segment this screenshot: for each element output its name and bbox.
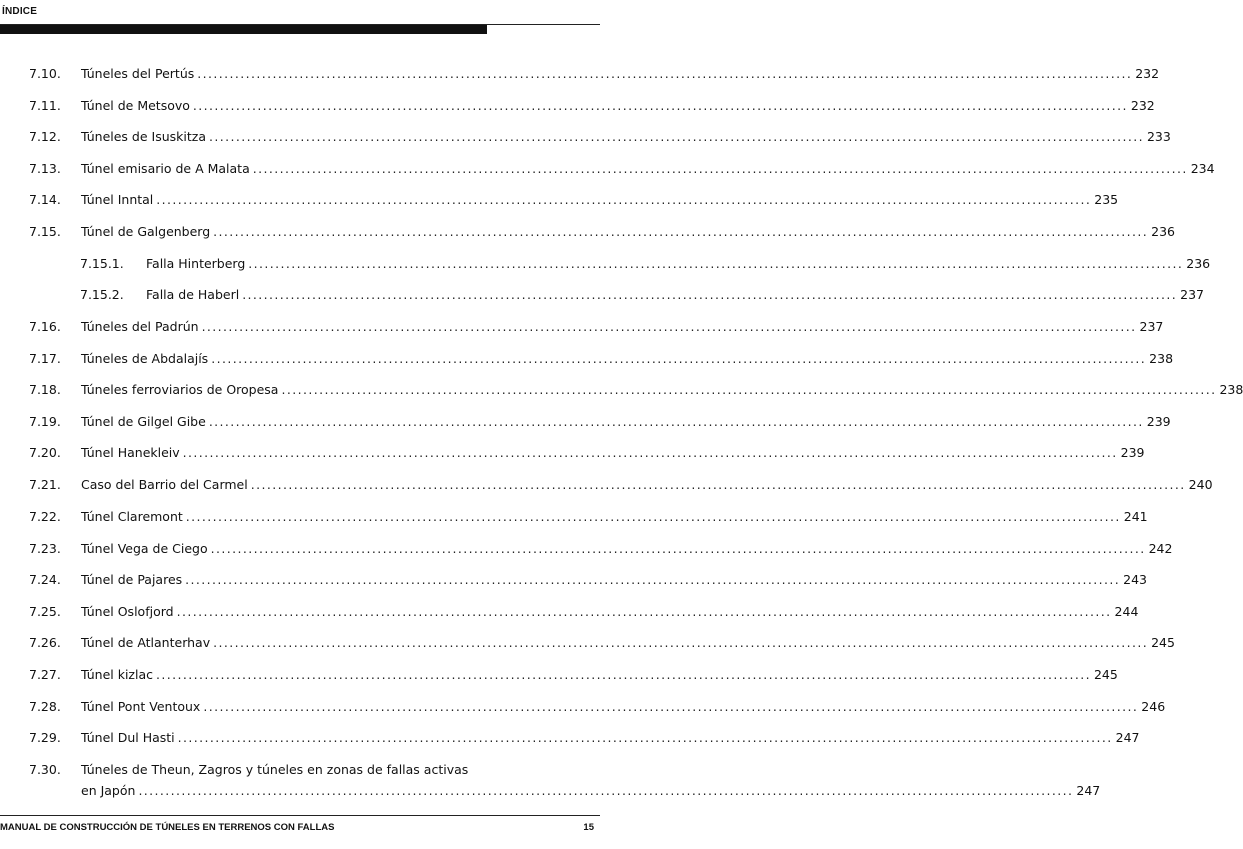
toc-entry-number: 7.15.1. <box>80 256 124 271</box>
toc-entry-title: Falla Hinterberg <box>146 256 246 271</box>
toc-entry <box>0 665 1118 685</box>
toc-entry <box>0 412 1171 432</box>
toc-entry-page: 247 <box>1076 783 1101 798</box>
toc-entry-page: 245 <box>1093 667 1118 682</box>
toc-entry-title: Túnel Claremont <box>81 509 183 524</box>
toc-entry-title: Túnel de Galgenberg <box>81 224 211 239</box>
toc-entry <box>0 159 1215 179</box>
dot-leader: .............................................................................................................................................................................. <box>213 224 1149 239</box>
toc-entry-title: Túneles de Isuskitza <box>81 129 206 144</box>
toc-entry <box>0 349 1174 369</box>
toc-entry-title: Túnel Dul Hasti <box>81 730 175 745</box>
toc-entry-page: 244 <box>1114 604 1139 619</box>
toc-entry-title-line1: Túneles de Theun, Zagros y túneles en zonas de fallas activas <box>81 762 469 777</box>
toc-subentry <box>0 285 1205 305</box>
toc-entry-title: Túnel Oslofjord <box>81 604 174 619</box>
toc-entry <box>0 697 1166 717</box>
dot-leader: .............................................................................................................................................................................. <box>192 98 1128 113</box>
toc-entry-page: 240 <box>1188 477 1213 492</box>
toc-entry-page: 236 <box>1151 224 1175 239</box>
toc-entry-number: 7.15.2. <box>80 287 124 302</box>
toc-entry-page: 232 <box>1135 66 1160 81</box>
toc-entry-number: 7.23. <box>29 541 61 556</box>
toc-entry-title: Falla de Haberl <box>146 287 240 302</box>
toc-entry-title: Túnel de Atlanterhav <box>81 635 211 650</box>
toc-entry-page: 238 <box>1219 382 1243 397</box>
toc-entry-page: 239 <box>1146 414 1171 429</box>
toc-entry-number: 7.16. <box>29 319 61 334</box>
toc-entry-page: 234 <box>1190 161 1215 176</box>
dot-leader: .............................................................................................................................................................................. <box>252 161 1188 176</box>
toc-entry-page: 245 <box>1151 635 1175 650</box>
dot-leader: .............................................................................................................................................................................. <box>203 699 1139 714</box>
toc-entry-title: Túnel Pont Ventoux <box>81 699 201 714</box>
toc-entry-page: 239 <box>1120 445 1145 460</box>
toc-entry <box>0 633 1175 653</box>
toc-entry <box>0 507 1148 527</box>
toc-entry-page: 237 <box>1139 319 1164 334</box>
dot-leader: .............................................................................................................................................................................. <box>177 730 1113 745</box>
dot-leader: .............................................................................................................................................................................. <box>281 382 1217 397</box>
toc-entry <box>0 602 1139 622</box>
dot-leader: .............................................................................................................................................................................. <box>213 635 1149 650</box>
toc-entry-number: 7.11. <box>29 98 61 113</box>
toc-entry-title: Túnel emisario de A Malata <box>81 161 250 176</box>
toc-entry-title: Túnel kizlac <box>81 667 153 682</box>
toc-entry-title: Túnel Vega de Ciego <box>81 541 208 556</box>
toc-entry-title: Túneles ferroviarios de Oropesa <box>81 382 279 397</box>
dot-leader: .............................................................................................................................................................................. <box>176 604 1112 619</box>
toc-entry-number: 7.18. <box>29 382 61 397</box>
toc-entry-page: 233 <box>1146 129 1171 144</box>
footer-title: MANUAL DE CONSTRUCCIÓN DE TÚNELES EN TERRENOS CON FALLAS <box>0 822 335 833</box>
toc-entry-title: Túneles del Pertús <box>81 66 195 81</box>
dot-leader: .............................................................................................................................................................................. <box>138 783 1074 798</box>
toc-entry-number: 7.24. <box>29 572 61 587</box>
toc-entry-number: 7.27. <box>29 667 61 682</box>
toc-entry-page: 242 <box>1148 541 1173 556</box>
footer-page-number: 15 <box>583 822 594 833</box>
dot-leader: .............................................................................................................................................................................. <box>209 129 1144 144</box>
header-title: ÍNDICE <box>2 6 38 17</box>
toc-entry-number: 7.26. <box>29 635 61 650</box>
toc-entry <box>0 222 1175 242</box>
dot-leader: .............................................................................................................................................................................. <box>210 541 1146 556</box>
toc-entry-page: 246 <box>1141 699 1166 714</box>
toc-entry-number: 7.19. <box>29 414 61 429</box>
toc-entry-page: 232 <box>1130 98 1155 113</box>
dot-leader: .............................................................................................................................................................................. <box>156 667 1091 682</box>
dot-leader: .............................................................................................................................................................................. <box>242 287 1178 302</box>
toc-entry-page: 241 <box>1123 509 1148 524</box>
toc-entry-page: 236 <box>1186 256 1211 271</box>
toc-entry-title: Túnel de Gilgel Gibe <box>81 414 206 429</box>
toc-entry <box>0 380 1243 400</box>
toc-entry-number: 7.14. <box>29 192 61 207</box>
toc-entry-title: Caso del Barrio del Carmel <box>81 477 248 492</box>
toc-entry-number: 7.22. <box>29 509 61 524</box>
dot-leader: .............................................................................................................................................................................. <box>248 256 1184 271</box>
toc-entry-number: 7.12. <box>29 129 61 144</box>
toc-entry-number: 7.29. <box>29 730 61 745</box>
toc-entry-number: 7.17. <box>29 351 61 366</box>
toc-entry-number: 7.28. <box>29 699 61 714</box>
toc-entry-number: 7.10. <box>29 66 61 81</box>
toc-entry-number: 7.21. <box>29 477 61 492</box>
toc-entry <box>0 96 1155 116</box>
toc-entry-page: 237 <box>1180 287 1205 302</box>
toc-entry <box>0 475 1213 495</box>
toc-entry-page: 235 <box>1094 192 1119 207</box>
toc-entry <box>0 760 600 780</box>
toc-entry-title: Túneles del Padrún <box>81 319 199 334</box>
toc-entry <box>0 127 1171 147</box>
dot-leader: .............................................................................................................................................................................. <box>185 572 1121 587</box>
toc-entry-title: Túnel de Metsovo <box>81 98 190 113</box>
toc-entry-page: 238 <box>1149 351 1174 366</box>
dot-leader: .............................................................................................................................................................................. <box>211 351 1147 366</box>
dot-leader: .............................................................................................................................................................................. <box>201 319 1137 334</box>
dot-leader: .............................................................................................................................................................................. <box>182 445 1118 460</box>
footer-rule <box>0 815 600 816</box>
toc-entry-title: Túnel Inntal <box>81 192 154 207</box>
toc-entry <box>0 190 1119 210</box>
toc-entry-title: Túnel Hanekleiv <box>81 445 180 460</box>
dot-leader: .............................................................................................................................................................................. <box>250 477 1186 492</box>
toc-entry-title: Túnel de Pajares <box>81 572 183 587</box>
toc-entry <box>0 570 1147 590</box>
toc-entry-title: Túneles de Abdalajís <box>81 351 209 366</box>
dot-leader: .............................................................................................................................................................................. <box>197 66 1133 81</box>
toc-entry <box>0 317 1164 337</box>
toc-entry-number: 7.13. <box>29 161 61 176</box>
dot-leader: .............................................................................................................................................................................. <box>156 192 1092 207</box>
toc-entry <box>0 728 1140 748</box>
toc-entry-number: 7.20. <box>29 445 61 460</box>
toc-entry-number: 7.15. <box>29 224 61 239</box>
toc-entry-title: en Japón <box>81 783 136 798</box>
toc-entry-page: 243 <box>1123 572 1147 587</box>
toc-entry-continuation <box>0 781 1101 801</box>
toc-entry <box>0 64 1160 84</box>
toc-entry-number: 7.30. <box>29 762 61 777</box>
header-bar <box>0 25 487 34</box>
toc-entry-page: 247 <box>1115 730 1140 745</box>
toc-entry <box>0 443 1145 463</box>
toc-entry <box>0 539 1173 559</box>
toc-subentry <box>0 254 1211 274</box>
toc-entry-number: 7.25. <box>29 604 61 619</box>
dot-leader: .............................................................................................................................................................................. <box>185 509 1121 524</box>
dot-leader: .............................................................................................................................................................................. <box>208 414 1144 429</box>
